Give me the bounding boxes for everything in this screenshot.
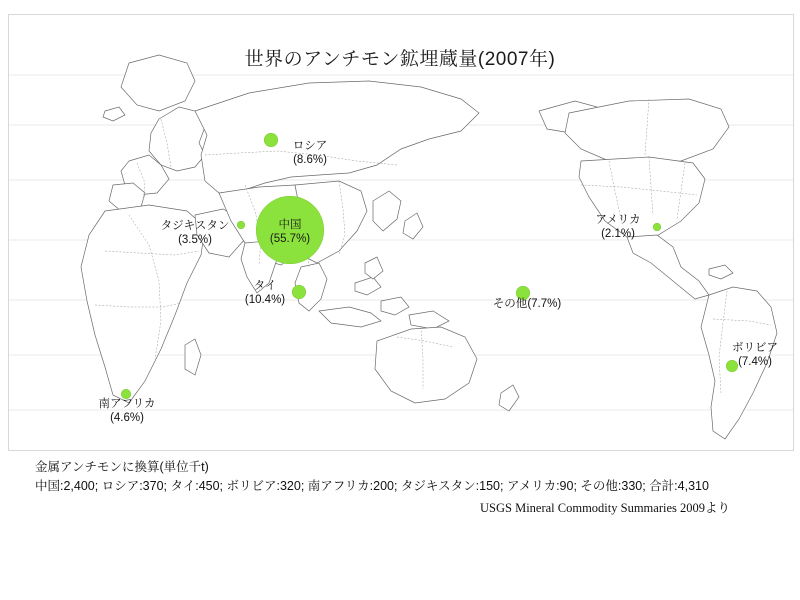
bubble-label-thailand-pct: (10.4%)	[244, 294, 286, 307]
bubble-label-usa	[579, 213, 657, 242]
world-map-graphic	[9, 15, 793, 450]
bubble-label-russia-pct: (8.6%)	[293, 154, 327, 167]
bubble-label-usa-pct: (2.1%)	[601, 228, 635, 241]
bubble-label-bolivia-pct: (7.4%)	[738, 356, 772, 369]
chart-footnotes	[35, 458, 775, 518]
bubble-label-china-pct: (55.7%)	[269, 233, 311, 246]
bubble-label-south-africa-name: 南アフリカ	[98, 398, 156, 410]
bubble-label-china-name: 中国	[278, 219, 302, 231]
bubble-label-russia	[268, 139, 352, 168]
bubble-label-other-pct: (7.7%)	[527, 298, 562, 310]
bubble-label-bolivia-name: ボリビア	[732, 342, 778, 354]
bubble-label-china	[256, 218, 324, 247]
bubble-label-other	[463, 297, 591, 311]
bubble-label-tajikistan-pct: (3.5%)	[178, 234, 212, 247]
bubble-label-usa-name: アメリカ	[595, 214, 641, 226]
bubble-label-south-africa	[71, 397, 183, 426]
source-note: USGS Mineral Commodity Summaries 2009より	[480, 500, 731, 515]
bubble-label-south-africa-pct: (4.6%)	[110, 412, 144, 425]
bubble-label-tajikistan-name: タジキスタン	[160, 220, 230, 232]
bubble-label-bolivia	[717, 341, 793, 370]
bubble-label-other-name: その他	[492, 298, 528, 310]
page-title: 世界のアンチモン鉱埋蔵量(2007年)	[244, 49, 556, 70]
bubble-label-tajikistan	[149, 219, 241, 248]
bubble-label-russia-name: ロシア	[292, 140, 328, 152]
bubble-label-thailand	[223, 279, 307, 308]
world-map-panel	[8, 14, 794, 451]
unit-note: 金属アンチモンに換算(単位千t)	[35, 460, 209, 474]
bubble-label-thailand-name: タイ	[253, 280, 277, 292]
values-note: 中国:2,400; ロシア:370; タイ:450; ボリビア:320; 南アフリカ:200; タジキスタン:150; アメリカ:90; その他:330; 合計:4,310	[35, 479, 709, 494]
